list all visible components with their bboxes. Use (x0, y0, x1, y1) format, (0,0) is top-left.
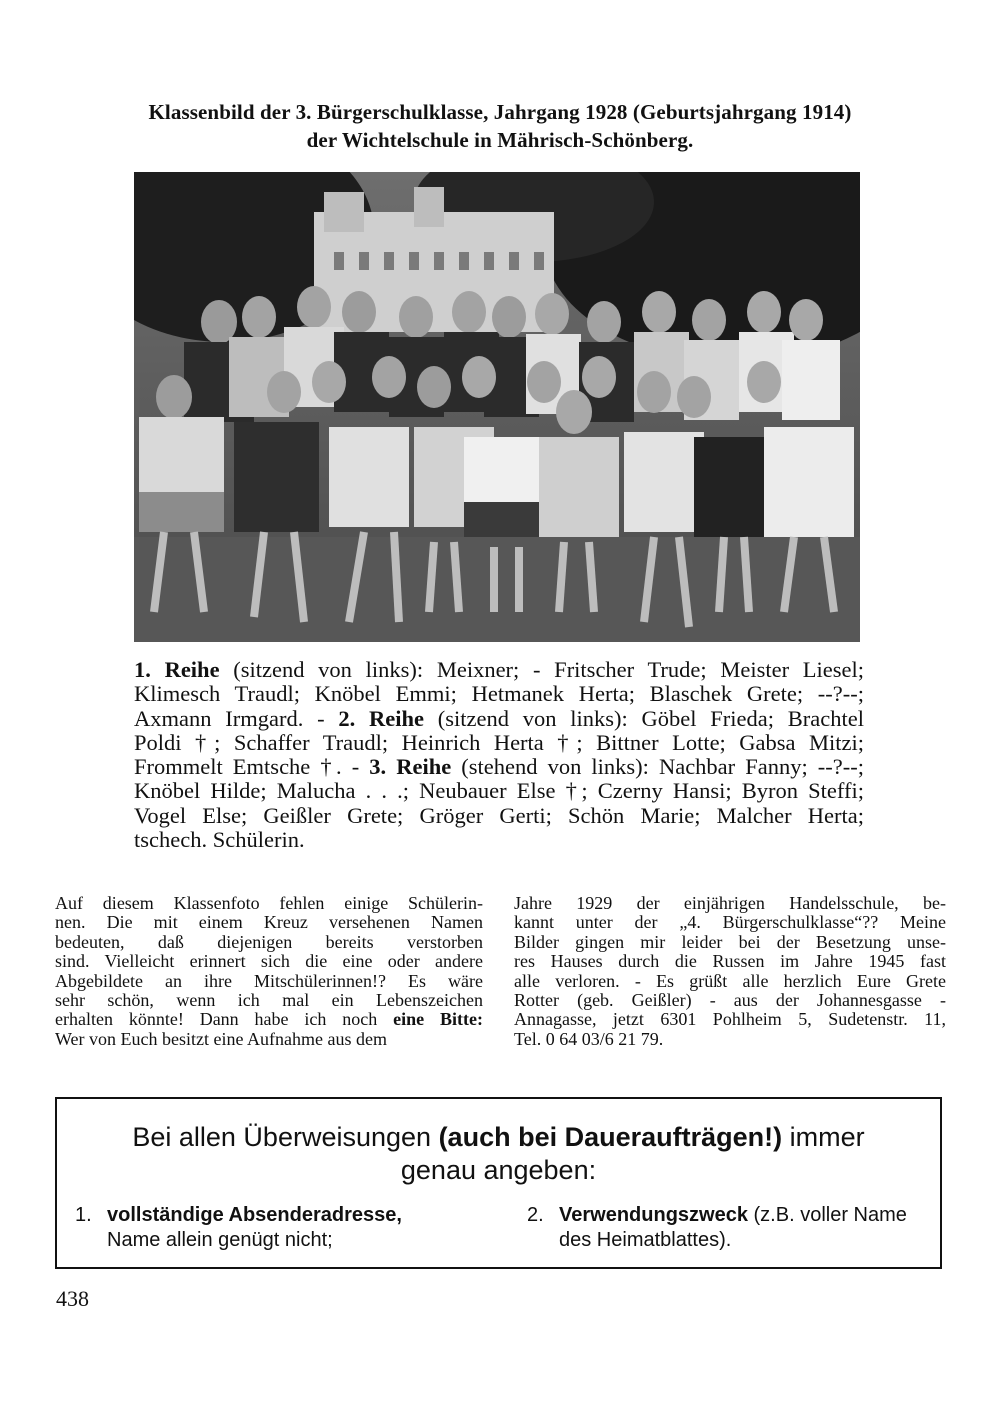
item-emphasis: vollständige Absenderadresse, (107, 1204, 402, 1226)
right-text-column (514, 894, 946, 1049)
item-number: 1. (75, 1204, 92, 1226)
caption-text: Frommelt Emtsche †. - (134, 754, 370, 780)
photo-title-line2: der Wichtelschule in Mährisch-Schönberg. (306, 128, 694, 152)
notice-text: Bei allen Überweisungen (132, 1122, 439, 1152)
item-detail: des Heimatblattes). (559, 1229, 732, 1251)
text-line: Auf diesem Klassenfoto fehlen einige Schülerin- (55, 893, 483, 913)
reihe-1-label: 1. Reihe (134, 657, 220, 682)
text-line: Rotter (geb. Geißler) - aus der Johannesgasse - (514, 990, 946, 1011)
caption-line (134, 755, 864, 779)
caption-text: Axmann Irmgard. - (134, 705, 339, 731)
text-line (55, 1010, 483, 1029)
text-line: Annagasse, jetzt 6301 Pohlheim 5, Sudetenstr. 11, (514, 1009, 946, 1030)
reihe-2-label: 2. Reihe (338, 705, 424, 731)
caption-line (134, 658, 864, 682)
text-line: Jahre 1929 der einjährigen Handelsschule, be- (514, 893, 946, 913)
bitte-emphasis: eine Bitte: (393, 1009, 483, 1030)
notice-heading (57, 1121, 940, 1187)
caption-line: Klimesch Traudl; Knöbel Emmi; Hetmanek Herta; Blaschek Grete; --?--; (134, 681, 864, 707)
item-detail: Name allein genügt nicht; (107, 1229, 333, 1251)
text-line: Tel. 0 64 03/6 21 79. (514, 1028, 664, 1049)
class-photo-image (134, 172, 860, 642)
item-text: (z.B. voller Name (747, 1204, 907, 1226)
caption-text: (sitzend von links): Meixner; - Fritscher Trude; Meister Liesel; (219, 657, 864, 682)
text-line: sehr schön, wenn ich mal ein Lebenszeichen (55, 990, 483, 1011)
class-photo (134, 172, 860, 642)
photo-title-line1: Klassenbild der 3. Bürgerschulklasse, Jahrgang 1928 (Geburtsjahrgang 1914) (148, 100, 852, 124)
text-line: bedeuten, daß diejenigen bereits verstorben (55, 931, 483, 952)
notice-emphasis: (auch bei Daueraufträgen!) (438, 1122, 783, 1152)
text-line: Abgebildete an ihre Mitschülerinnen!? Es wäre (55, 970, 483, 991)
text-line: alle verloren. - Es grüßt alle herzlich Eure Grete (514, 970, 946, 991)
notice-item-1 (75, 1203, 402, 1253)
caption-line: Vogel Else; Geißler Grete; Gröger Gerti; Schön Marie; Malcher Herta; (134, 802, 864, 828)
payment-notice-box (55, 1097, 942, 1269)
photo-title (100, 98, 900, 154)
caption-line (134, 707, 864, 731)
text-line: res Hauses durch die Russen im Jahre 1945 fast (514, 951, 946, 972)
text-segment: erhalten könnte! Dann habe ich noch (55, 1009, 394, 1030)
notice-heading-line1 (57, 1121, 940, 1154)
text-line: kannt unter der „4. Bürgerschulklasse“?? Meine (514, 912, 946, 933)
caption-line: Knöbel Hilde; Malucha . . .; Neubauer Else †; Czerny Hansi; Byron Steffi; (134, 778, 864, 804)
caption-text: (stehend von links): Nachbar Fanny; --?--; (451, 754, 865, 780)
left-text-column (55, 894, 483, 1049)
notice-text: immer (782, 1122, 865, 1152)
notice-item-2 (527, 1203, 907, 1253)
text-line: Bilder gingen mir leider bei der Besetzung unse- (514, 931, 946, 952)
text-line: nen. Die mit einem Kreuz versehenen Namen (55, 912, 483, 933)
text-line: sind. Vielleicht erinnert sich die eine oder andere (55, 951, 483, 972)
notice-heading-line2: genau angeben: (400, 1155, 597, 1185)
item-number: 2. (527, 1204, 544, 1226)
caption-line: Poldi †; Schaffer Traudl; Heinrich Herta †; Bittner Lotte; Gabsa Mitzi; (134, 729, 864, 755)
caption-line: tschech. Schülerin. (134, 827, 305, 853)
text-line: Wer von Euch besitzt eine Aufnahme aus dem (55, 1028, 387, 1049)
photo-caption (134, 658, 864, 852)
reihe-3-label: 3. Reihe (369, 754, 452, 780)
item-emphasis: Verwendungszweck (559, 1204, 748, 1226)
page-number: 438 (56, 1286, 89, 1311)
caption-text: (sitzend von links): Göbel Frieda; Brachtel (423, 705, 864, 731)
